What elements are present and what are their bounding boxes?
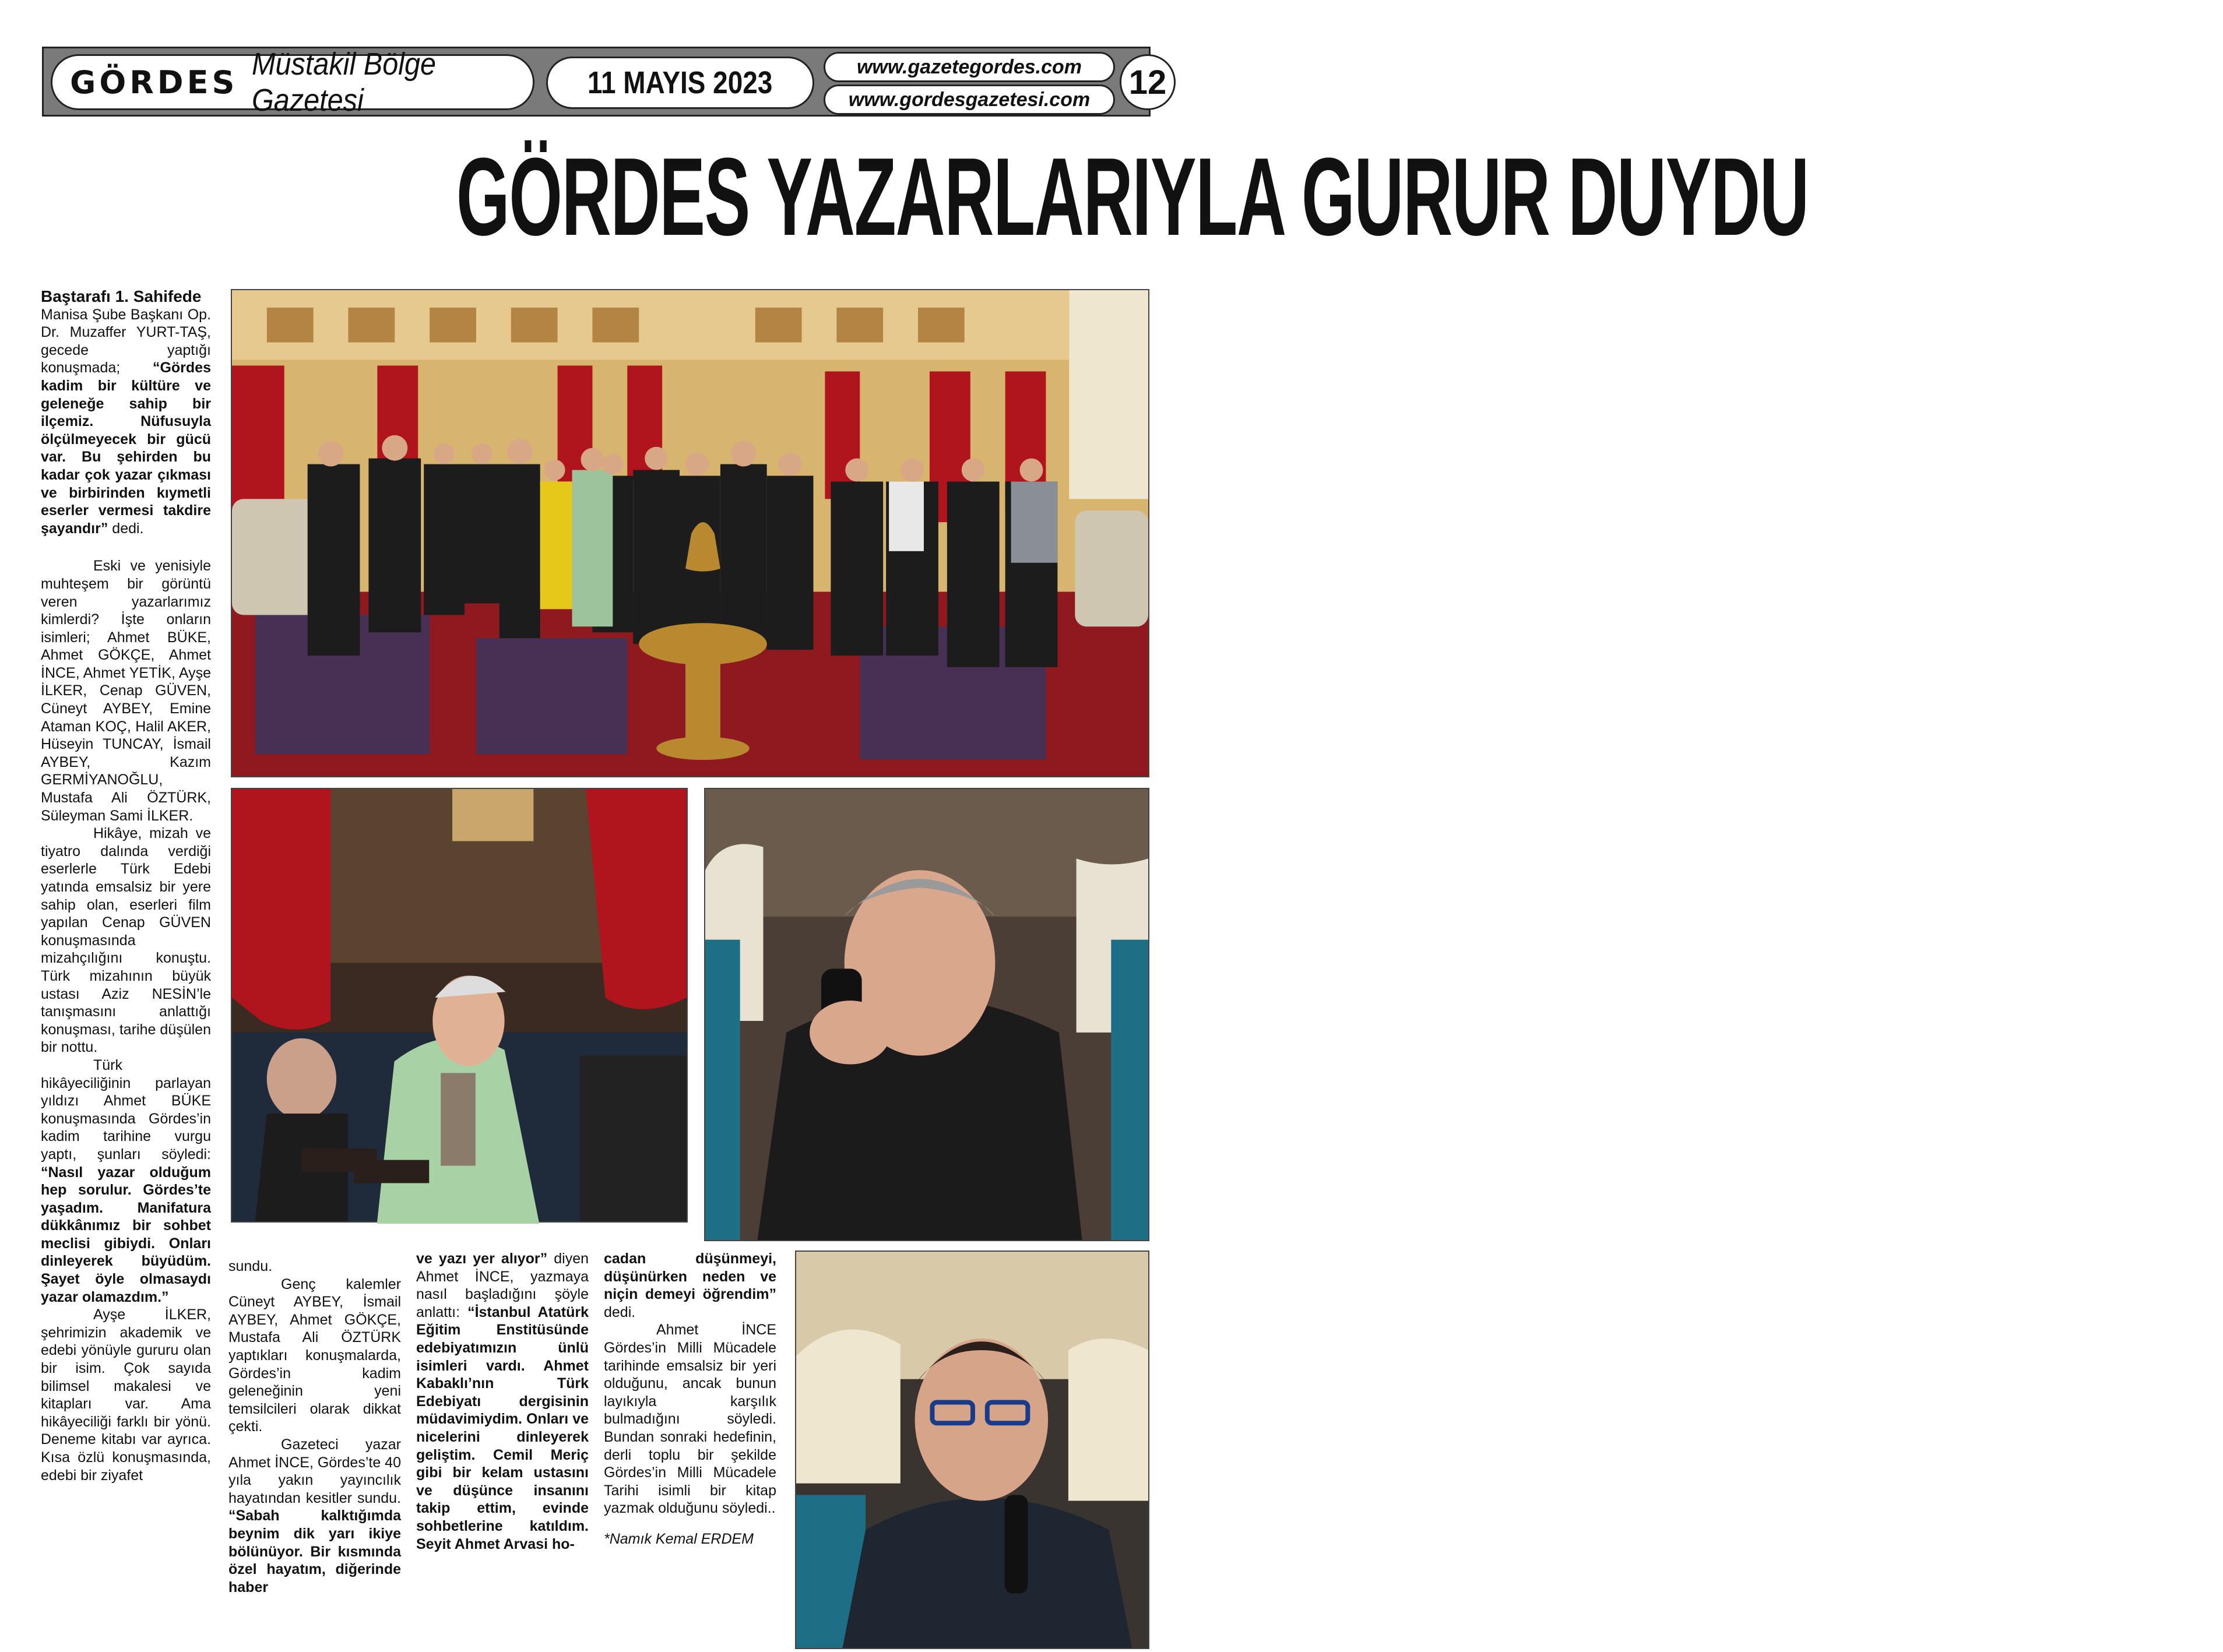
newspaper-subtitle: Müstakil Bölge Gazetesi <box>252 47 437 118</box>
issue-date: 11 MAYIS 2023 <box>546 57 814 109</box>
website-link-2[interactable]: www.gordesgazetesi.com <box>824 84 1115 115</box>
article-column-3 <box>416 1250 589 1553</box>
paragraph: Ayşe İLKER, şehrimizin akademik ve edebi yönüyle gururu olan bir isim. Çok sayıda bilimsel makalesi ve kitapları var. Ama hikâyeciliği farklı bir yönü. Deneme kitabı var ayrıca. Kısa özlü konuşmasında, edebi bir ziyafet <box>41 1306 211 1484</box>
paragraph: cadan düşünmeyi, düşünürken neden ve niçin demeyi öğrendim” dedi. <box>604 1251 776 1320</box>
speaker-photo-glasses <box>795 1251 1149 1649</box>
paragraph: Ahmet İNCE Gördes’in Milli Mücadele tarihinde emsalsiz bir yeri olduğunu, ancak bunun layıkıyla karşılık bulmadığını söyledi. Bundan sonraki hedefinin, derli toplu bir şekilde Gördes’in Milli Mücadele Tarihi isimli bir kitap yazmak olduğunu söyledi.. <box>604 1322 776 1517</box>
article-kicker: Baştarafı 1. Sahifede <box>41 287 202 305</box>
paragraph: ve yazı yer alıyor” diyen Ahmet İNCE, yazmaya nasıl başladığını şöyle anlattı: “İstanbul Atatürk Eğitim Enstitüsünde edebiyatımızın ünlü isimleri vardı. Ahmet Kabaklı’nın Türk Edebiyatı dergisinin müdavimiydim. Onları ve nicelerini dinleyerek geliştim. Cemil Meriç gibi bir kelam ustasını ve düşünce insanını takip ettim, evinde sohbetlerine katıldım. Seyit Ahmet Arvasi ho- <box>416 1251 589 1552</box>
group-photo <box>231 289 1149 777</box>
paragraph: Hikâye, mizah ve tiyatro dalında verdiği eserlerle Türk Edebi yatında emsalsiz bir yere sahip olan, eserleri film yapılan Cenap GÜVEN konuşmasında mizahçılığını konuştu. Türk mizahının büyük ustası Aziz NESİN’le tanışmasını anlattığı konuşması, tarihe düşülen bir nottu. <box>41 825 211 1056</box>
speaker-photo-microphone <box>704 788 1149 1241</box>
article-column-1 <box>41 288 211 1484</box>
paragraph: Türk hikâyeciliğinin parlayan yıldızı Ahmet BÜKE konuşmasında Gördes’in kadim tarihine vurgu yaptı, şunları söyledi: “Nasıl yazar olduğum hep sorulur. Gördes’te yaşadım. Manifatura dükkânımız bir sohbet meclisi gibiydi. Onları dinleyerek büyüdüm. Şayet öyle olmasaydı yazar olamazdım.” <box>41 1056 211 1305</box>
author-signature: *Namık Kemal ERDEM <box>604 1530 754 1547</box>
paragraph: sundu. <box>228 1258 273 1274</box>
website-link-1[interactable]: www.gazetegordes.com <box>824 52 1115 82</box>
page-number: 12 <box>1120 54 1176 110</box>
paragraph: Manisa Şube Başkanı Op. Dr. Muzaffer YURT-TAŞ, gecede yaptığı konuşmada; “Gördes kadim bir kültüre ve geleneğe sahip bir ilçemiz. Nüfusuyla ölçülmeyecek bir gücü var. Bu şehirden bu kadar çok yazar çıkması ve birbirinden kıymetli eserler vermesi takdire şayandır” dedi. <box>41 306 211 537</box>
paragraph: Genç kalemler Cüneyt AYBEY, İsmail AYBEY, Ahmet GÖKÇE, Mustafa Ali ÖZTÜRK yaptıkları konuşmalarda, Gördes’in kadim geleneğinin yeni temsilcileri olarak dikkat çekti. <box>228 1276 401 1435</box>
article-column-4 <box>604 1250 776 1548</box>
paragraph: Gazeteci yazar Ahmet İNCE, Gördes’te 40 yıla yakın yayıncılık hayatından kesitler sundu. “Sabah kalktığımda beynim dik yarı ikiye bölünüyor. Bir kısmında özel hayatım, diğerinde haber <box>228 1436 401 1595</box>
speaker-photo-standing <box>231 788 688 1223</box>
masthead <box>42 47 1167 118</box>
headline: GÖRDES YAZARLARIYLA GURUR DUYDU <box>456 135 1809 259</box>
newspaper-name: GÖRDES <box>70 64 238 101</box>
article-column-2 <box>228 1258 401 1596</box>
paragraph: Eski ve yenisiyle muhteşem bir görüntü veren yazarlarımız kimlerdi? İşte onların isimleri; Ahmet BÜKE, Ahmet GÖKÇE, Ahmet İNCE, Ahmet YETİK, Ayşe İLKER, Cenap GÜVEN, Cüneyt AYBEY, Emine Ataman KOÇ, Halil AKER, Hüseyin TUNCAY, İsmail AYBEY, Kazım GERMİYANOĞLU, Mustafa Ali ÖZTÜRK, Süleyman Sami İLKER. <box>41 558 211 824</box>
masthead-brand <box>51 47 534 118</box>
